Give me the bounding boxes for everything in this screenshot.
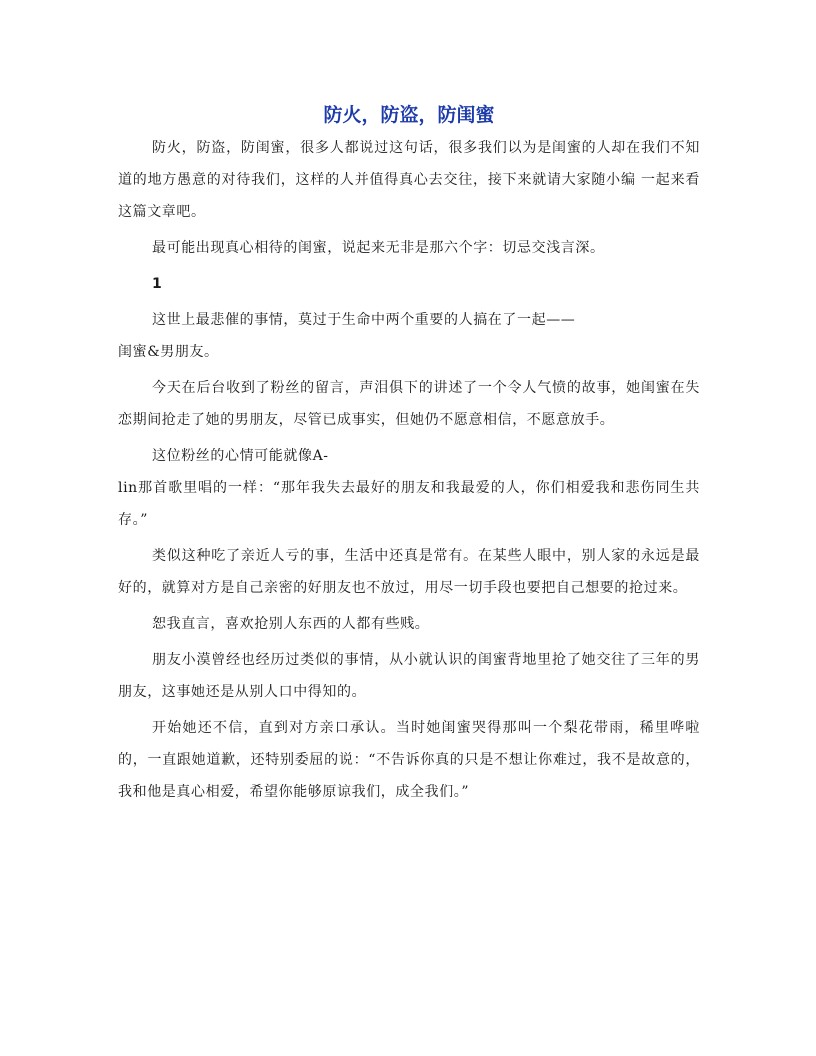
paragraph-5-line-1: 这位粉丝的心情可能就像A- (152, 448, 329, 464)
paragraph-4: 今天在后台收到了粉丝的留言，声泪俱下的讲述了一个令人气愤的故事，她闺蜜在失恋期间抢走了她的男朋友，尽管已成事实，但她仍不愿意相信，不愿意放手。 (118, 380, 700, 428)
paragraph-intro: 防火，防盗，防闺蜜，很多人都说过这句话，很多我们以为是闺蜜的人却在我们不知道的地方愚意的对待我们，这样的人并值得真心去交往，接下来就请大家随小编 一起来看这篇文章吧。 (118, 140, 700, 220)
paragraph-6: 类似这种吃了亲近人亏的事，生活中还真是常有。在某些人眼中，别人家的永远是最好的，就算对方是自己亲密的好朋友也不放过，用尽一切手段也要把自己想要的抢过来。 (118, 548, 700, 596)
document-title: 防火，防盗，防闺蜜 (323, 104, 495, 126)
paragraph-summary: 最可能出现真心相待的闺蜜，说起来无非是那六个字：切忌交浅言深。 (152, 240, 605, 256)
paragraph-8: 朋友小漠曾经也经历过类似的事情，从小就认识的闺蜜背地里抢了她交往了三年的男朋友，这事她还是从别人口中得知的。 (118, 652, 700, 700)
paragraph-5 (118, 440, 700, 536)
paragraph-3-line-1: 这世上最悲催的事情，莫过于生命中两个重要的人搞在了一起—— (152, 312, 576, 328)
paragraph-3 (118, 304, 700, 368)
paragraph-5-line-2: lin那首歌里唱的一样：“那年我失去最好的朋友和我最爱的人，你们相爱我和悲伤同生共存。” (118, 480, 700, 528)
paragraph-9: 开始她还不信，直到对方亲口承认。当时她闺蜜哭得那叫一个梨花带雨，稀里哗啦的，一直跟她道歉，还特别委屈的说：“不告诉你真的只是不想让你难过，我不是故意的，我和他是真心相爱，希望你能够原谅我们，成全我们。” (118, 720, 700, 800)
paragraph-3-line-2: 闺蜜&男朋友。 (118, 344, 219, 360)
document-page (118, 100, 700, 812)
paragraph-7: 恕我直言，喜欢抢别人东西的人都有些贱。 (152, 616, 430, 632)
section-number: 1 (152, 276, 162, 292)
